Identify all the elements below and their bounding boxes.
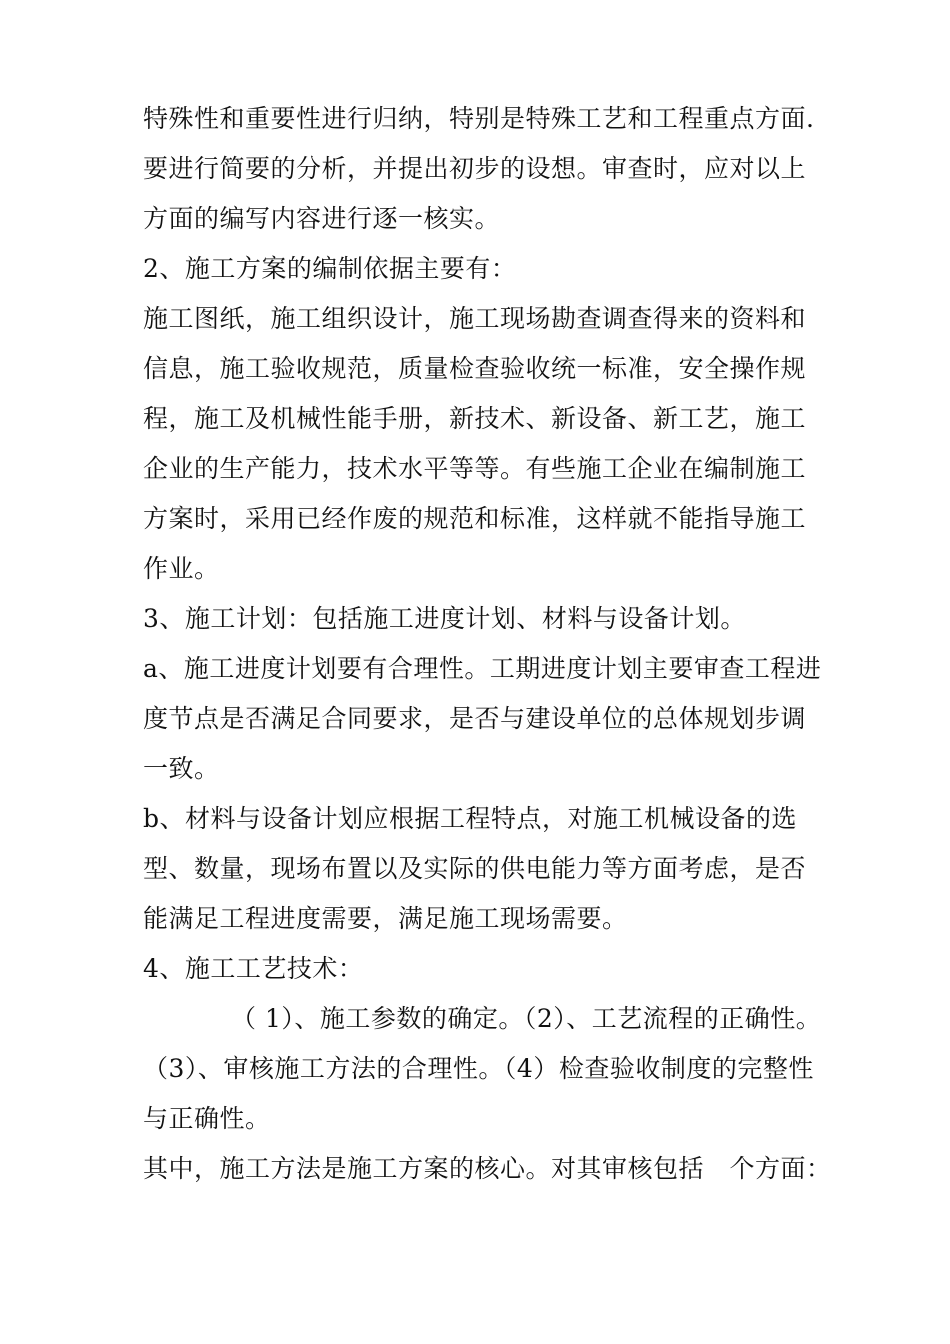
paragraph-line: 与正确性。 [143,1104,271,1133]
paragraph-line: 信息，施工验收规范，质量检查验收统一标准，安全操作规 [143,354,807,383]
paragraph-line-indented: （ 1）、施工参数的确定。（2）、工艺流程的正确性。 [231,1004,822,1033]
paragraph-line: 度节点是否满足合同要求，是否与建设单位的总体规划步调 [143,704,807,733]
paragraph-line: 一致。 [143,754,220,783]
paragraph-line: 方面的编写内容进行逐一核实。 [143,204,501,233]
paragraph-line: 要进行简要的分析，并提出初步的设想。审查时，应对以上 [143,154,807,183]
paragraph-line: 企业的生产能力，技术水平等等。有些施工企业在编制施工 [143,454,807,483]
paragraph-line: 程，施工及机械性能手册，新技术、新设备、新工艺，施工 [143,404,807,433]
paragraph-line: 作业。 [143,554,220,583]
paragraph-line: 施工图纸，施工组织设计，施工现场勘查调查得来的资料和 [143,304,807,333]
paragraph-line: b、材料与设备计划应根据工程特点，对施工机械设备的选 [143,804,798,833]
paragraph-line: a、施工进度计划要有合理性。工期进度计划主要审查工程进 [143,654,822,683]
section-heading-3: 3、施工计划：包括施工进度计划、材料与设备计划。 [143,604,746,633]
paragraph-line: 方案时，采用已经作废的规范和标准，这样就不能指导施工 [143,504,807,533]
document-body [143,97,832,1197]
paragraph-line: 特殊性和重要性进行归纳，特别是特殊工艺和工程重点方面. [143,104,815,133]
paragraph-line: 能满足工程进度需要，满足施工现场需要。 [143,904,628,933]
paragraph-line: 其中，施工方法是施工方案的核心。对其审核包括 个方面： [143,1154,832,1183]
paragraph-line: 型、数量，现场布置以及实际的供电能力等方面考虑，是否 [143,854,807,883]
section-heading-4: 4、施工工艺技术： [143,954,364,983]
section-heading-2: 2、施工方案的编制依据主要有： [143,254,517,283]
paragraph-line: （3）、审核施工方法的合理性。（4）检查验收制度的完整性 [143,1054,814,1083]
